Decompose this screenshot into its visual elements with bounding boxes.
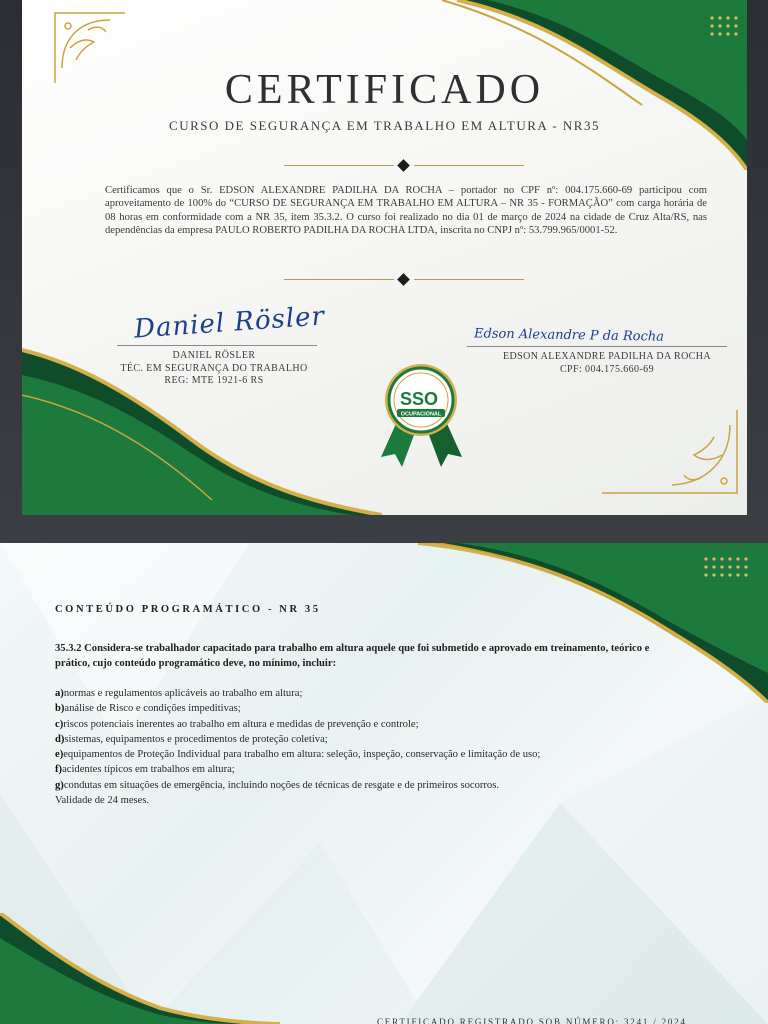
bottom-right-flourish-ornament xyxy=(592,405,742,500)
list-item: e)equipamentos de Proteção Individual para trabalho em altura: seleção, inspeção, conservação e limitação de uso; xyxy=(55,749,541,761)
certificate-body: Certificamos que o Sr. EDSON ALEXANDRE PADILHA DA ROCHA – portador no CPF nº: 004.175.660-69 participou com aproveitamento de 100% do “CURSO DE SEGURANÇA EM TRABALHO EM ALTURA – NR 35 - FORMAÇÃO” com carga horária de 08 horas em conformidade com a NR 35, item 35.3.2. O curso foi realizado no dia 01 de março de 2024 na cidade de Cruz Alta/RS, nas dependências da empresa PAULO ROBERTO PADILHA DA ROCHA LTDA, inscrita no CNPJ nº: 53.799.965/0001-52. xyxy=(105,185,707,237)
signature-right-line xyxy=(467,346,727,347)
signature-left-handwriting: Daniel Rösler xyxy=(133,301,326,345)
signer-right-name: EDSON ALEXANDRE PADILHA DA ROCHA xyxy=(503,351,711,362)
signature-right-handwriting: Edson Alexandre P da Rocha xyxy=(473,326,665,345)
program-heading: CONTEÚDO PROGRAMÁTICO - NR 35 xyxy=(55,604,321,615)
certificate-title: CERTIFICADO xyxy=(224,67,545,113)
signature-right-block xyxy=(472,351,742,376)
diamond-icon xyxy=(397,159,410,172)
sso-ocupacional-seal-icon xyxy=(369,362,474,472)
svg-text:SSO: SSO xyxy=(399,389,439,409)
validity-text: Validade de 24 meses. xyxy=(55,795,150,807)
divider-top xyxy=(284,160,524,172)
svg-text:OCUPACIONAL: OCUPACIONAL xyxy=(400,411,442,418)
signer-right-cpf: CPF: 004.175.660-69 xyxy=(559,363,654,375)
program-intro: 35.3.2 Considera-se trabalhador capacitado para trabalho em altura aquele que foi submetido e aprovado em treinamento, teórico e prático, cujo conteúdo programático deve, no mínimo, incluir: xyxy=(55,643,650,669)
program-list xyxy=(55,686,695,808)
signature-left-line xyxy=(117,345,317,346)
list-item: c)riscos potenciais inerentes ao trabalho em altura e medidas de prevenção e controle; xyxy=(55,718,419,730)
list-item: b)análise de Risco e condições impeditivas; xyxy=(55,703,241,715)
list-item: a)normas e regulamentos aplicáveis ao trabalho em altura; xyxy=(55,688,303,699)
signer-left-reg: REG: MTE 1921-6 RS xyxy=(164,375,264,386)
signature-left-block xyxy=(104,350,324,388)
page2-bottom-left-wave-ornament xyxy=(0,913,280,1024)
certificate-subtitle: CURSO DE SEGURANÇA EM TRABALHO EM ALTURA - NR35 xyxy=(169,118,600,133)
registration-footer: CERTIFICADO REGISTRADO SOB NÚMERO: 3241 / 2024 xyxy=(377,1017,687,1024)
list-item: g)condutas em situações de emergência, incluindo noções de técnicas de resgate e de primeiros socorros. xyxy=(55,779,499,791)
signer-left-role: TÉC. EM SEGURANÇA DO TRABALHO xyxy=(120,362,308,374)
diamond-icon xyxy=(397,273,410,286)
program-page xyxy=(0,543,768,1024)
divider-bottom xyxy=(284,274,524,286)
signer-left-name: DANIEL RÖSLER xyxy=(172,350,256,361)
certificate-sheet xyxy=(22,0,747,515)
list-item: d)sistemas, equipamentos e procedimentos de proteção coletiva; xyxy=(55,733,328,745)
list-item: f)acidentes típicos em trabalhos em altura; xyxy=(55,764,235,776)
page2-top-right-wave-ornament xyxy=(418,543,768,703)
